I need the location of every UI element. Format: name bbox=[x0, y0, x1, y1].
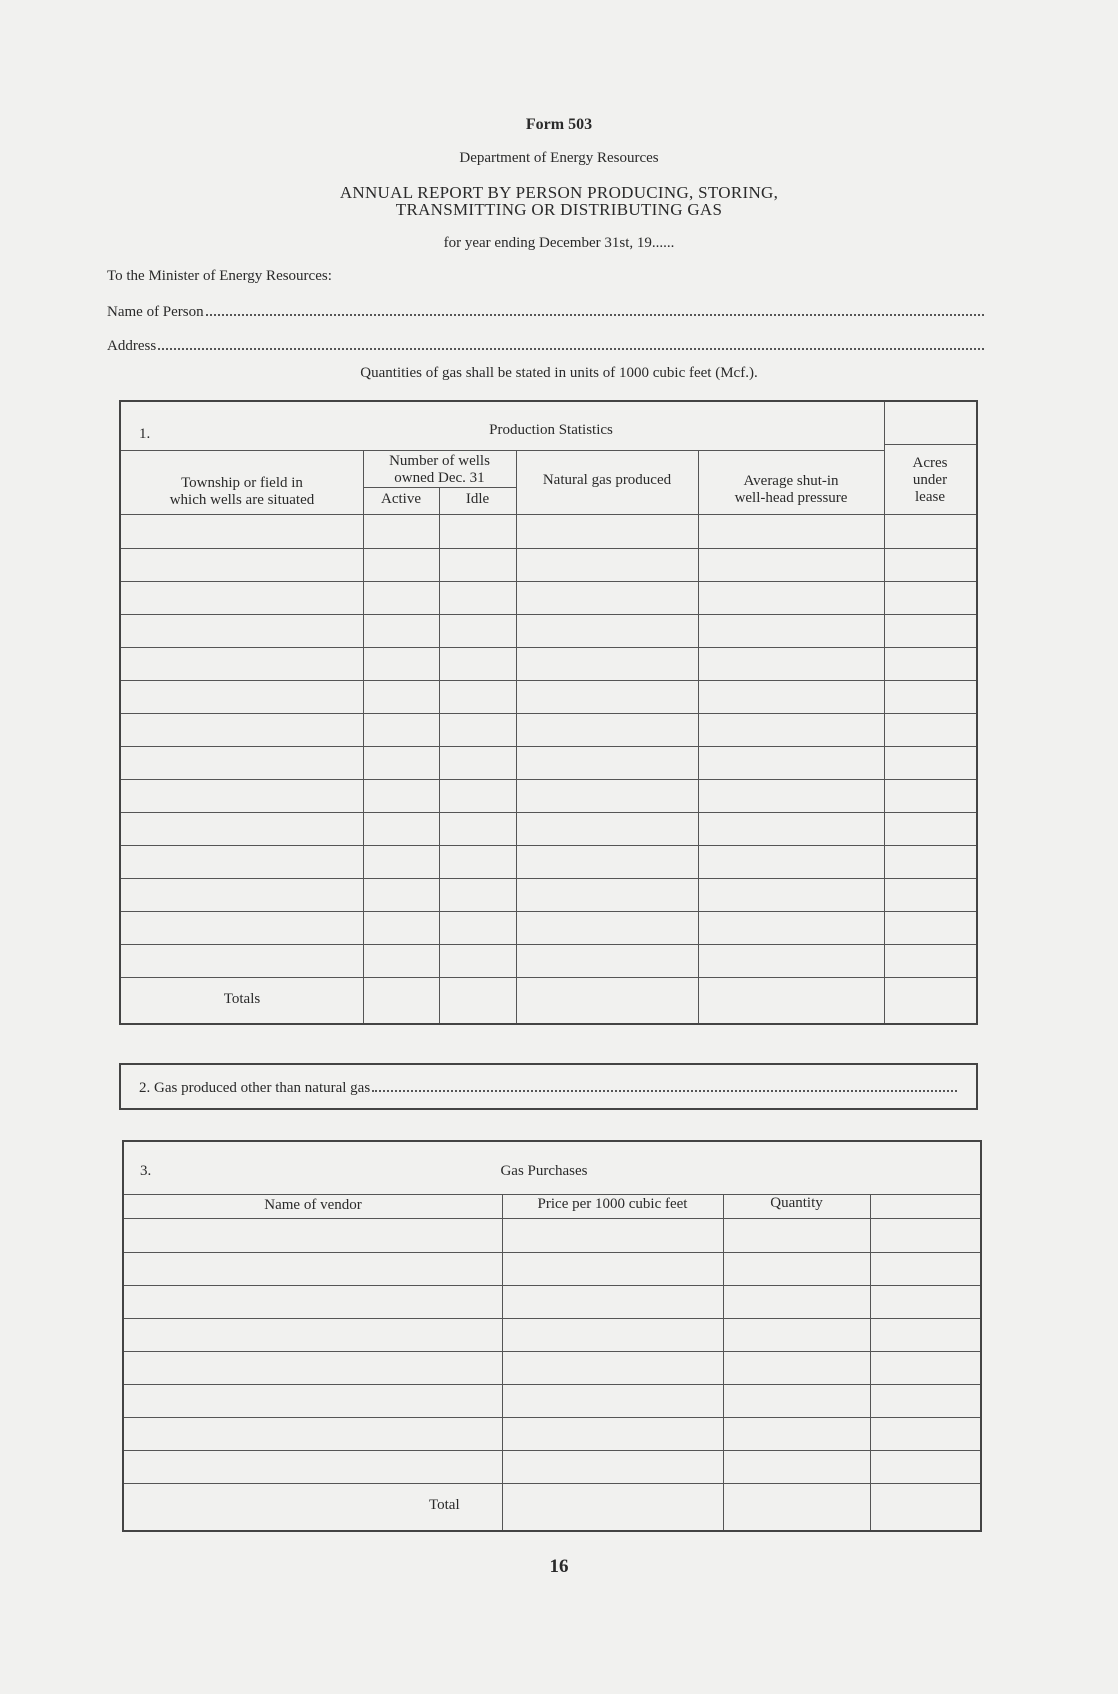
col-pressure-line2: well-head pressure bbox=[734, 490, 848, 506]
form-number: Form 503 bbox=[525, 116, 593, 133]
col-idle: Idle bbox=[465, 491, 490, 507]
name-of-person-row bbox=[107, 302, 984, 321]
section3-title: Gas Purchases bbox=[500, 1163, 588, 1179]
name-of-person-field[interactable] bbox=[206, 302, 984, 316]
other-gas-section bbox=[119, 1063, 978, 1110]
report-title-line1: ANNUAL REPORT BY PERSON PRODUCING, STORING, bbox=[339, 183, 779, 202]
totals-label: Totals bbox=[223, 991, 261, 1007]
address-label: Address bbox=[107, 338, 157, 354]
col-natural-gas: Natural gas produced bbox=[542, 472, 672, 488]
other-gas-field[interactable] bbox=[372, 1078, 957, 1092]
col-vendor: Name of vendor bbox=[264, 1197, 362, 1213]
report-title-line2: TRANSMITTING OR DISTRIBUTING GAS bbox=[395, 200, 723, 219]
units-note: Quantities of gas shall be stated in units of 1000 cubic feet (Mcf.). bbox=[360, 365, 758, 381]
col-acres-line3: lease bbox=[915, 489, 945, 505]
col-wells-line1: Number of wells bbox=[389, 453, 490, 469]
section1-title: Production Statistics bbox=[489, 422, 613, 438]
address-row bbox=[107, 336, 984, 355]
col-acres-line1: Acres bbox=[912, 455, 948, 471]
section1-number: 1. bbox=[139, 426, 151, 442]
name-of-person-label: Name of Person bbox=[107, 304, 204, 320]
address-field[interactable] bbox=[158, 336, 984, 350]
section3-number: 3. bbox=[140, 1163, 152, 1179]
other-gas-row bbox=[139, 1078, 957, 1097]
col-acres-line2: under bbox=[912, 472, 948, 488]
report-year-line: for year ending December 31st, 19...... bbox=[443, 235, 675, 251]
col-township-line1: Township or field in bbox=[181, 475, 303, 491]
other-gas-label: 2. Gas produced other than natural gas bbox=[139, 1080, 371, 1096]
col-township-line2: which wells are situated bbox=[169, 492, 315, 508]
col-price: Price per 1000 cubic feet bbox=[537, 1196, 688, 1212]
addressee: To the Minister of Energy Resources: bbox=[107, 268, 332, 284]
production-statistics-table bbox=[119, 400, 978, 1025]
total-label: Total bbox=[429, 1497, 460, 1513]
col-active: Active bbox=[381, 491, 421, 507]
page-number: 16 bbox=[549, 1556, 569, 1577]
col-wells-line2: owned Dec. 31 bbox=[394, 470, 485, 486]
col-pressure-line1: Average shut-in bbox=[743, 473, 839, 489]
col-quantity: Quantity bbox=[770, 1195, 823, 1211]
department-name: Department of Energy Resources bbox=[459, 150, 659, 166]
gas-purchases-table bbox=[122, 1140, 982, 1532]
